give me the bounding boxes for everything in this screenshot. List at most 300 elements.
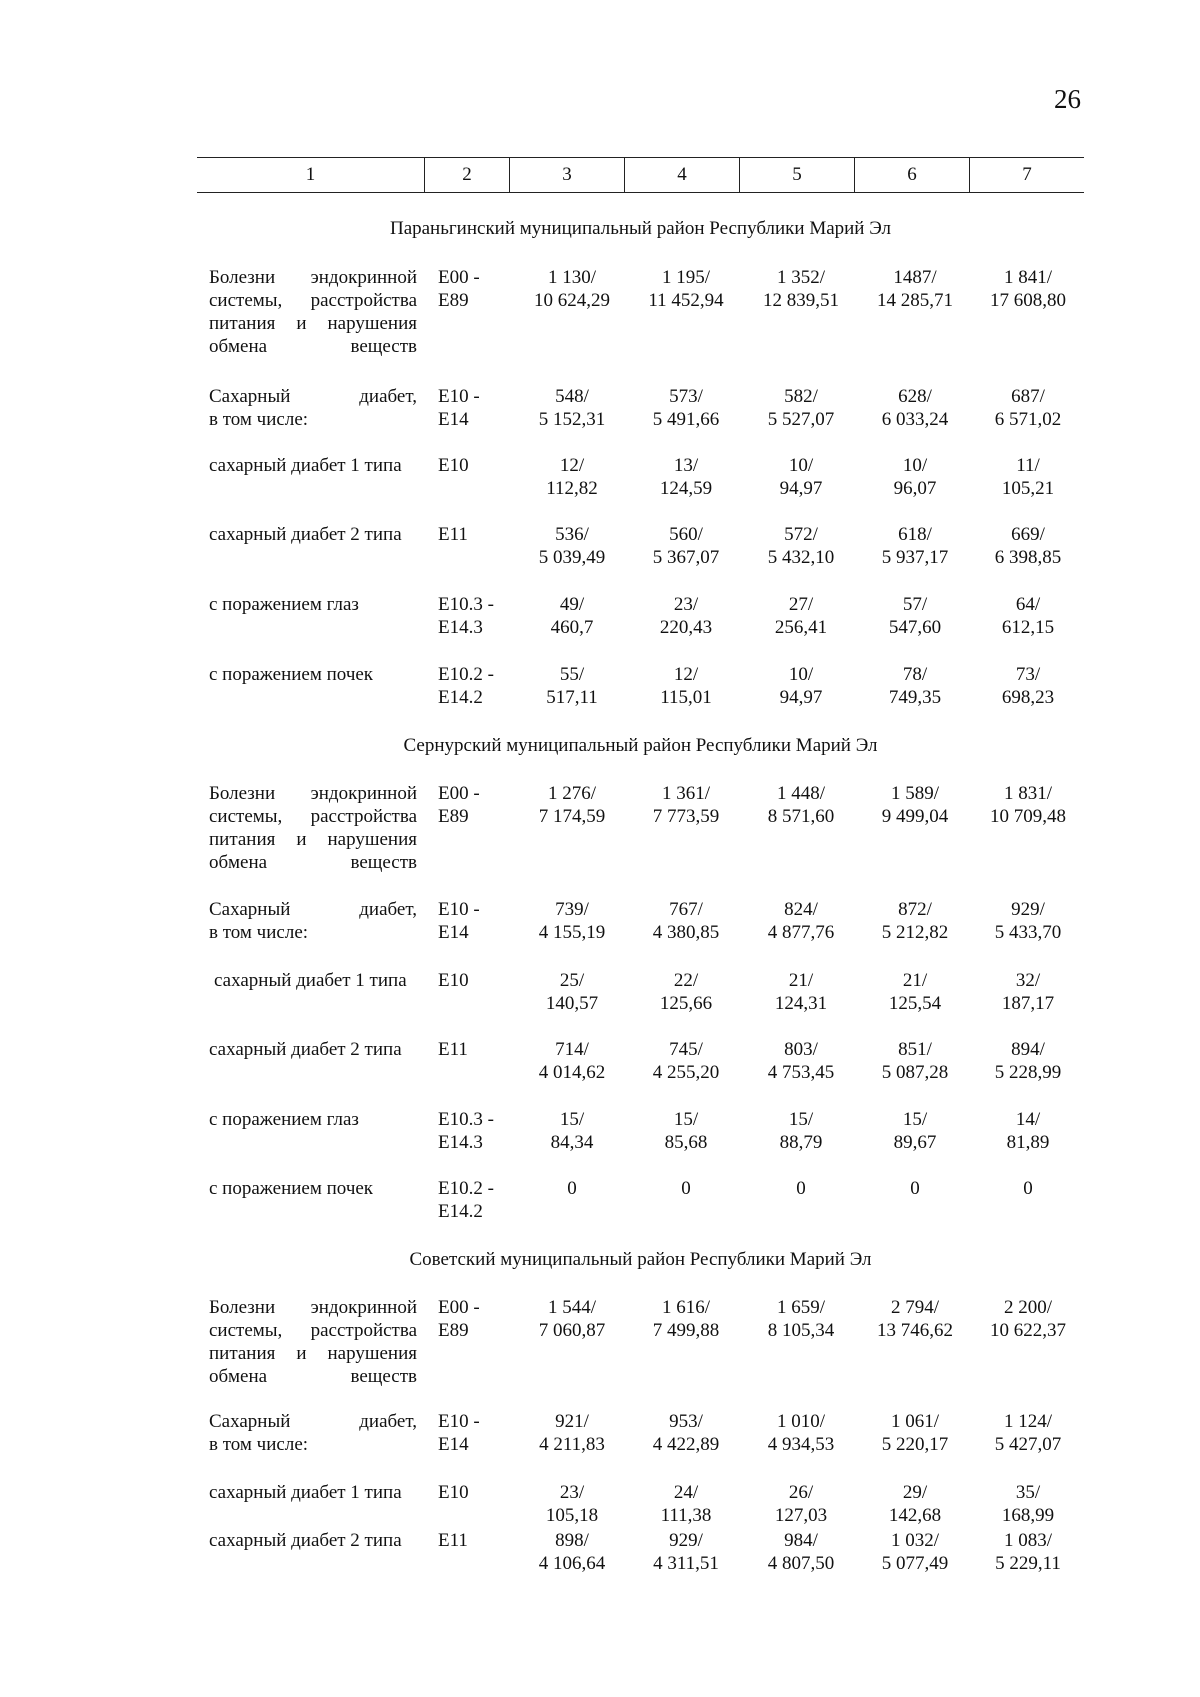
row-label — [209, 523, 417, 546]
value-line: 49/ — [559, 594, 585, 615]
value-line: 84,34 — [550, 1132, 594, 1153]
icd-code — [438, 969, 498, 992]
value-cell — [516, 1529, 628, 1575]
value-cell — [859, 663, 971, 709]
row-label — [209, 266, 417, 358]
value-cell — [972, 898, 1084, 944]
value-line: 55/ — [559, 664, 585, 685]
row-label-line: с поражением почек — [209, 664, 374, 685]
value-line: 85,68 — [664, 1132, 708, 1153]
value-cell — [859, 1177, 971, 1200]
icd-code-line: E10.3 - — [438, 1109, 494, 1130]
value-line: 714/ — [555, 1039, 589, 1060]
value-line: 15/ — [673, 1109, 699, 1130]
icd-code-line: E10 — [438, 455, 469, 476]
value-line: 57/ — [902, 594, 928, 615]
value-line: 5 491,66 — [652, 409, 720, 430]
value-line: 21/ — [788, 970, 814, 991]
row-label — [209, 898, 417, 944]
row-label-line: сахарный диабет 1 типа — [214, 970, 407, 991]
value-line: 803/ — [784, 1039, 818, 1060]
row-label — [209, 593, 417, 616]
value-line: 984/ — [784, 1530, 818, 1551]
row-label-line: в том числе: — [209, 922, 309, 943]
value-line: 125,66 — [659, 993, 713, 1014]
value-cell — [630, 385, 742, 431]
value-line: 142,68 — [888, 1505, 942, 1526]
value-cell — [745, 782, 857, 828]
value-line: 5 937,17 — [881, 547, 949, 568]
value-cell — [972, 782, 1084, 828]
value-cell — [972, 1296, 1084, 1342]
value-cell — [516, 1296, 628, 1342]
value-cell — [972, 266, 1084, 312]
value-line: 73/ — [1015, 664, 1041, 685]
value-line: 4 753,45 — [767, 1062, 835, 1083]
value-cell — [745, 663, 857, 709]
value-cell — [745, 1177, 857, 1200]
value-line: 29/ — [902, 1482, 928, 1503]
value-line: 5 433,70 — [994, 922, 1062, 943]
header-col-4: 4 — [625, 158, 740, 192]
value-cell — [859, 1529, 971, 1575]
value-line: 5 527,07 — [767, 409, 835, 430]
icd-code — [438, 663, 498, 709]
icd-code-line: E14 — [438, 922, 469, 943]
icd-code-line: E10 - — [438, 899, 480, 920]
value-line: 1 195/ — [661, 267, 711, 288]
value-line: 573/ — [669, 386, 703, 407]
value-line: 5 039,49 — [538, 547, 606, 568]
value-line: 4 877,76 — [767, 922, 835, 943]
icd-code — [438, 593, 498, 639]
value-line: 824/ — [784, 899, 818, 920]
value-line: 1 589/ — [890, 783, 940, 804]
value-line: 872/ — [898, 899, 932, 920]
value-line: 27/ — [788, 594, 814, 615]
value-cell — [859, 523, 971, 569]
value-line: 745/ — [669, 1039, 703, 1060]
value-line: 1 841/ — [1003, 267, 1053, 288]
value-line: 105,18 — [545, 1505, 599, 1526]
icd-code — [438, 782, 498, 828]
icd-code — [438, 1296, 498, 1342]
row-label-line: Болезни эндокринной — [209, 783, 417, 804]
value-line: 15/ — [788, 1109, 814, 1130]
icd-code-line: E00 - — [438, 267, 480, 288]
value-cell — [972, 1177, 1084, 1200]
icd-code-line: E89 — [438, 1320, 469, 1341]
value-line: 5 077,49 — [881, 1553, 949, 1574]
value-line: 15/ — [902, 1109, 928, 1130]
value-line: 851/ — [898, 1039, 932, 1060]
row-label-line: системы, расстройства — [209, 1320, 417, 1341]
value-line: 2 200/ — [1003, 1297, 1053, 1318]
icd-code-line: E14 — [438, 1434, 469, 1455]
value-line: 115,01 — [660, 687, 712, 708]
value-cell — [630, 1038, 742, 1084]
value-line: 4 380,85 — [652, 922, 720, 943]
value-cell — [859, 1108, 971, 1154]
value-cell — [859, 385, 971, 431]
value-cell — [516, 593, 628, 639]
header-col-2: 2 — [425, 158, 510, 192]
value-line: 1 061/ — [890, 1411, 940, 1432]
value-line: 10/ — [788, 455, 814, 476]
value-cell — [745, 454, 857, 500]
value-cell — [630, 1529, 742, 1575]
row-label-line: с поражением почек — [209, 1178, 374, 1199]
row-label — [209, 454, 417, 477]
icd-code-line: E14.3 — [438, 1132, 483, 1153]
row-label-line: обмена веществ — [209, 1366, 417, 1387]
value-cell — [630, 782, 742, 828]
value-line: 1 616/ — [661, 1297, 711, 1318]
header-col-5: 5 — [740, 158, 855, 192]
value-line: 0 — [681, 1178, 691, 1199]
value-line: 78/ — [902, 664, 928, 685]
row-label-line: системы, расстройства — [209, 290, 417, 311]
value-line: 1 448/ — [776, 783, 826, 804]
icd-code-line: E14.3 — [438, 617, 483, 638]
value-cell — [859, 898, 971, 944]
icd-code-line: E10 — [438, 970, 469, 991]
value-line: 8 105,34 — [767, 1320, 835, 1341]
value-line: 14 285,71 — [877, 290, 953, 311]
value-cell — [859, 1038, 971, 1084]
value-line: 220,43 — [659, 617, 713, 638]
icd-code-line: E11 — [438, 524, 468, 545]
row-label — [209, 782, 417, 874]
value-line: 23/ — [559, 1482, 585, 1503]
value-line: 612,15 — [1001, 617, 1055, 638]
value-cell — [745, 969, 857, 1015]
row-label-line: сахарный диабет 2 типа — [209, 1039, 402, 1060]
row-label-line: питания и нарушения — [209, 829, 417, 850]
value-cell — [972, 1038, 1084, 1084]
value-line: 1 010/ — [776, 1411, 826, 1432]
value-cell — [516, 523, 628, 569]
row-label-line: сахарный диабет 2 типа — [209, 524, 402, 545]
value-cell — [859, 1481, 971, 1527]
value-line: 4 211,83 — [539, 1434, 605, 1455]
value-line: 21/ — [902, 970, 928, 991]
value-line: 1 124/ — [1003, 1411, 1053, 1432]
value-line: 10 709,48 — [990, 806, 1066, 827]
value-cell — [972, 593, 1084, 639]
section-title: Советский муниципальный район Республики Марий Эл — [409, 1249, 872, 1270]
value-line: 0 — [567, 1178, 577, 1199]
value-line: 536/ — [555, 524, 589, 545]
value-cell — [516, 898, 628, 944]
value-line: 5 367,07 — [652, 547, 720, 568]
value-cell — [745, 1296, 857, 1342]
value-line: 10 624,29 — [534, 290, 610, 311]
value-line: 572/ — [784, 524, 818, 545]
row-label-line: Сахарный диабет, — [209, 1411, 417, 1432]
row-label-line: в том числе: — [209, 409, 309, 430]
value-cell — [859, 969, 971, 1015]
icd-code — [438, 454, 498, 477]
row-label — [209, 663, 417, 686]
value-cell — [972, 1410, 1084, 1456]
value-line: 628/ — [898, 386, 932, 407]
value-line: 12 839,51 — [763, 290, 839, 311]
row-label — [209, 1481, 417, 1504]
value-cell — [745, 1410, 857, 1456]
row-label-line: обмена веществ — [209, 852, 417, 873]
value-cell — [630, 1108, 742, 1154]
value-line: 4 106,64 — [538, 1553, 606, 1574]
row-label — [209, 385, 417, 431]
value-line: 687/ — [1011, 386, 1045, 407]
value-cell — [516, 1481, 628, 1527]
row-label-line: в том числе: — [209, 1434, 309, 1455]
row-label-line: сахарный диабет 2 типа — [209, 1530, 402, 1551]
value-line: 4 155,19 — [538, 922, 606, 943]
row-label — [209, 1108, 417, 1131]
value-cell — [630, 1410, 742, 1456]
icd-code — [438, 1177, 498, 1223]
value-line: 17 608,80 — [990, 290, 1066, 311]
icd-code-line: E00 - — [438, 1297, 480, 1318]
value-line: 32/ — [1015, 970, 1041, 991]
value-line: 4 422,89 — [652, 1434, 720, 1455]
row-label — [209, 1038, 417, 1061]
value-line: 618/ — [898, 524, 932, 545]
value-cell — [630, 454, 742, 500]
value-line: 560/ — [669, 524, 703, 545]
value-cell — [630, 593, 742, 639]
icd-code-line: E11 — [438, 1039, 468, 1060]
icd-code-line: E10.3 - — [438, 594, 494, 615]
value-cell — [745, 898, 857, 944]
value-line: 124,31 — [774, 993, 828, 1014]
value-line: 929/ — [1011, 899, 1045, 920]
icd-code — [438, 266, 498, 312]
value-cell — [745, 1038, 857, 1084]
value-line: 96,07 — [893, 478, 937, 499]
value-line: 7 174,59 — [538, 806, 606, 827]
value-line: 1 276/ — [547, 783, 597, 804]
icd-code — [438, 1410, 498, 1456]
value-cell — [516, 663, 628, 709]
value-line: 24/ — [673, 1482, 699, 1503]
value-line: 4 311,51 — [653, 1553, 719, 1574]
row-label-line: системы, расстройства — [209, 806, 417, 827]
value-cell — [630, 898, 742, 944]
value-line: 0 — [910, 1178, 920, 1199]
value-line: 12/ — [673, 664, 699, 685]
header-col-6: 6 — [855, 158, 970, 192]
value-line: 0 — [1023, 1178, 1033, 1199]
value-line: 5 152,31 — [538, 409, 606, 430]
value-cell — [630, 266, 742, 312]
value-line: 12/ — [559, 455, 585, 476]
value-line: 140,57 — [545, 993, 599, 1014]
row-label-line: питания и нарушения — [209, 313, 417, 334]
value-cell — [630, 969, 742, 1015]
value-line: 5 229,11 — [995, 1553, 1061, 1574]
value-line: 14/ — [1015, 1109, 1041, 1130]
value-line: 698,23 — [1001, 687, 1055, 708]
value-cell — [859, 454, 971, 500]
section-title: Параньгинский муниципальный район Республики Марий Эл — [389, 218, 892, 239]
value-cell — [516, 454, 628, 500]
header-col-7: 7 — [1022, 164, 1032, 185]
value-line: 81,89 — [1006, 1132, 1050, 1153]
value-line: 4 255,20 — [652, 1062, 720, 1083]
value-line: 7 773,59 — [652, 806, 720, 827]
value-line: 1 659/ — [776, 1297, 826, 1318]
value-cell — [745, 385, 857, 431]
value-line: 894/ — [1011, 1039, 1045, 1060]
icd-code — [438, 1038, 498, 1061]
value-line: 23/ — [673, 594, 699, 615]
value-line: 105,21 — [1001, 478, 1055, 499]
value-line: 767/ — [669, 899, 703, 920]
value-line: 10/ — [788, 664, 814, 685]
icd-code-line: E11 — [438, 1530, 468, 1551]
header-col-1: 1 — [197, 158, 425, 192]
value-line: 15/ — [559, 1109, 585, 1130]
value-line: 929/ — [669, 1530, 703, 1551]
value-line: 94,97 — [779, 687, 823, 708]
value-line: 1 083/ — [1003, 1530, 1053, 1551]
value-cell — [516, 1410, 628, 1456]
value-cell — [630, 523, 742, 569]
row-label — [209, 1177, 417, 1200]
value-line: 112,82 — [546, 478, 598, 499]
value-cell — [630, 1177, 742, 1200]
value-line: 739/ — [555, 899, 589, 920]
value-cell — [972, 385, 1084, 431]
value-line: 11 452,94 — [648, 290, 724, 311]
value-line: 10 622,37 — [990, 1320, 1066, 1341]
value-cell — [516, 1177, 628, 1200]
value-cell — [630, 663, 742, 709]
value-line: 25/ — [559, 970, 585, 991]
value-cell — [745, 1481, 857, 1527]
value-line: 111,38 — [660, 1505, 712, 1526]
value-cell — [516, 1108, 628, 1154]
row-label-line: питания и нарушения — [209, 1343, 417, 1364]
icd-code-line: E14.2 — [438, 1201, 483, 1222]
value-cell — [972, 523, 1084, 569]
value-line: 4 934,53 — [767, 1434, 835, 1455]
value-line: 1 032/ — [890, 1530, 940, 1551]
value-cell — [972, 1481, 1084, 1527]
value-line: 1487/ — [893, 267, 937, 288]
icd-code-line: E00 - — [438, 783, 480, 804]
value-line: 5 212,82 — [881, 922, 949, 943]
icd-code-line: E10 - — [438, 386, 480, 407]
value-line: 6 033,24 — [881, 409, 949, 430]
value-line: 168,99 — [1001, 1505, 1055, 1526]
value-line: 5 220,17 — [881, 1434, 949, 1455]
icd-code-line: E10 - — [438, 1411, 480, 1432]
row-label-line: с поражением глаз — [209, 594, 359, 615]
value-line: 187,17 — [1001, 993, 1055, 1014]
value-line: 1 544/ — [547, 1297, 597, 1318]
value-line: 1 130/ — [547, 267, 597, 288]
value-line: 669/ — [1011, 524, 1045, 545]
value-cell — [859, 593, 971, 639]
value-cell — [745, 593, 857, 639]
value-line: 64/ — [1015, 594, 1041, 615]
icd-code-line: E10.2 - — [438, 664, 494, 685]
value-line: 13 746,62 — [877, 1320, 953, 1341]
value-cell — [972, 1529, 1084, 1575]
page-number: 26 — [1054, 84, 1081, 114]
value-line: 125,54 — [888, 993, 942, 1014]
value-cell — [516, 782, 628, 828]
value-line: 94,97 — [779, 478, 823, 499]
icd-code-line: E10.2 - — [438, 1178, 494, 1199]
value-line: 124,59 — [659, 478, 713, 499]
value-line: 5 087,28 — [881, 1062, 949, 1083]
value-line: 11/ — [1016, 455, 1040, 476]
row-label — [209, 1296, 417, 1388]
value-cell — [972, 1108, 1084, 1154]
value-line: 5 228,99 — [994, 1062, 1062, 1083]
value-line: 22/ — [673, 970, 699, 991]
row-label — [209, 1410, 417, 1456]
value-cell — [859, 1296, 971, 1342]
value-line: 5 427,07 — [994, 1434, 1062, 1455]
value-line: 1 352/ — [776, 267, 826, 288]
value-line: 35/ — [1015, 1482, 1041, 1503]
value-line: 7 060,87 — [538, 1320, 606, 1341]
row-label-line: сахарный диабет 1 типа — [209, 1482, 402, 1503]
value-line: 582/ — [784, 386, 818, 407]
value-cell — [516, 385, 628, 431]
value-cell — [516, 969, 628, 1015]
value-cell — [745, 1529, 857, 1575]
icd-code-line: E14.2 — [438, 687, 483, 708]
icd-code — [438, 1529, 498, 1552]
value-cell — [972, 663, 1084, 709]
row-label — [209, 969, 417, 992]
row-label-line: Сахарный диабет, — [209, 899, 417, 920]
value-line: 13/ — [673, 455, 699, 476]
value-line: 2 794/ — [890, 1297, 940, 1318]
value-cell — [972, 454, 1084, 500]
value-line: 6 571,02 — [994, 409, 1062, 430]
value-line: 5 432,10 — [767, 547, 835, 568]
value-cell — [859, 266, 971, 312]
row-label-line: с поражением глаз — [209, 1109, 359, 1130]
value-line: 953/ — [669, 1411, 703, 1432]
icd-code — [438, 385, 498, 431]
value-line: 898/ — [555, 1530, 589, 1551]
icd-code-line: E14 — [438, 409, 469, 430]
value-line: 1 831/ — [1003, 783, 1053, 804]
value-line: 127,03 — [774, 1505, 828, 1526]
section-title: Сернурский муниципальный район Республики Марий Эл — [403, 735, 878, 756]
table-header — [197, 157, 1084, 193]
header-col-3: 3 — [510, 158, 625, 192]
value-line: 256,41 — [774, 617, 828, 638]
row-label-line: сахарный диабет 1 типа — [209, 455, 402, 476]
value-line: 547,60 — [888, 617, 942, 638]
icd-code — [438, 523, 498, 546]
value-line: 460,7 — [550, 617, 594, 638]
value-cell — [859, 1410, 971, 1456]
value-line: 26/ — [788, 1482, 814, 1503]
value-line: 7 499,88 — [652, 1320, 720, 1341]
value-line: 4 807,50 — [767, 1553, 835, 1574]
